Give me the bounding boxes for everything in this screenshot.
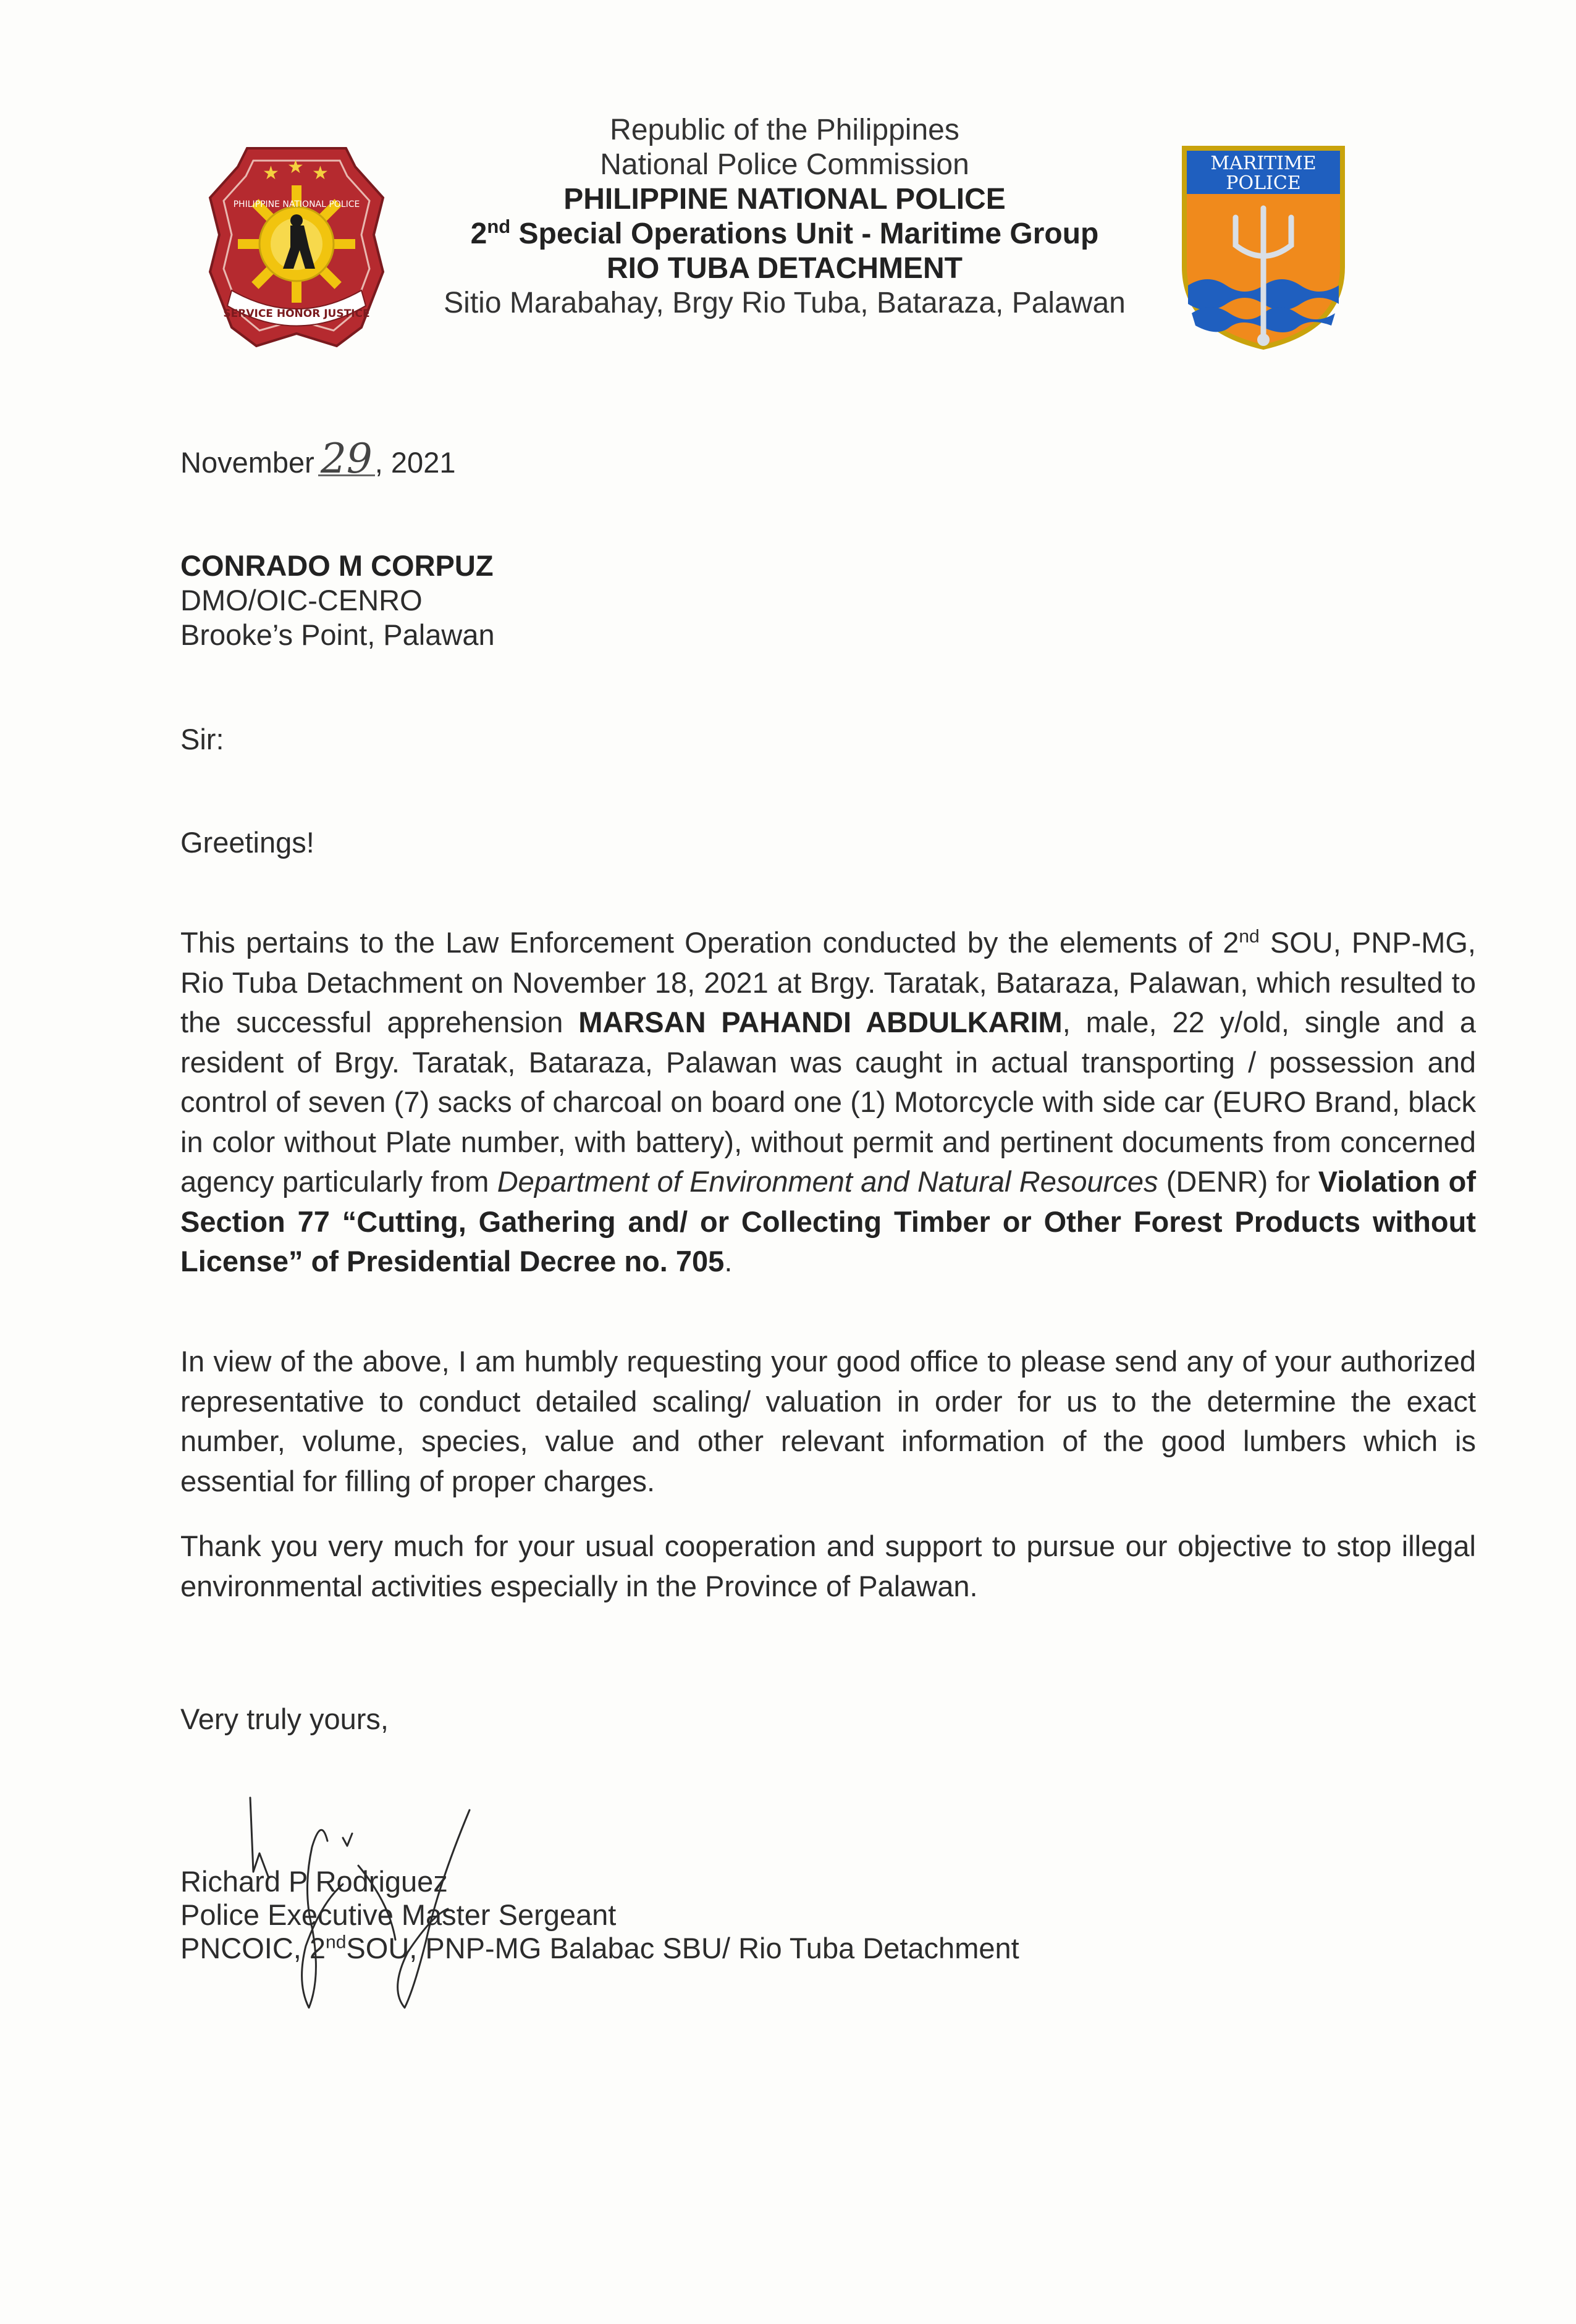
letterhead-address: Sitio Marabahay, Brgy Rio Tuba, Bataraza, Palawan — [444, 287, 1126, 319]
letterhead-napolcom: National Police Commission — [600, 148, 969, 181]
addressee-location: Brooke’s Point, Palawan — [180, 618, 495, 651]
addressee-name: CONRADO M CORPUZ — [180, 549, 494, 582]
addressee-block — [180, 549, 495, 652]
violation-text: Violation of Section 77 “Cutting, Gathering and/ or Collecting Timber or Other Forest Products without License” of Presidential Decree no. 705 — [180, 1165, 1476, 1278]
svg-text:MARITIME: MARITIME — [1210, 153, 1317, 174]
greeting: Greetings! — [180, 826, 314, 859]
letter-date: November 29, 2021 — [180, 435, 456, 482]
signatory-rank: Police Executive Master Sergeant — [180, 1898, 617, 1931]
handwritten-day: 29 — [318, 444, 375, 476]
letterhead-republic: Republic of the Philippines — [610, 114, 959, 146]
salutation: Sir: — [180, 723, 224, 756]
letterhead-detachment: RIO TUBA DETACHMENT — [607, 252, 963, 285]
letterhead-pnp: PHILIPPINE NATIONAL POLICE — [563, 183, 1006, 216]
body-paragraph-3: Thank you very much for your usual cooperation and support to pursue our objective to stop illegal environmental activities especially in the Province of Palawan. — [180, 1530, 1476, 1602]
body-paragraph-1: This pertains to the Law Enforcement Operation conducted by the elements of 2nd SOU, PNP-MG, Rio Tuba Detachment on November 18, 2021 at Brgy. Taratak, Bataraza, Palawan, which resulted to the successful apprehension MARSAN PAHANDI ABDULKARIM, male, 22 y/old, single and a resident of Brgy. Taratak, Bataraza, Palawan was caught in actual transporting / possession and control of seven (7) sacks of charcoal on board one (1) Motorcycle with side car (EURO Brand, black in color without Plate number, with battery), without permit and pertinent documents from concerned agency particularly from Department of Environment and Natural Resources (DENR) for Violation of Section 77 “Cutting, Gathering and/ or Collecting Timber or Other Forest Products without License” of Presidential Decree no. 705. — [180, 926, 1477, 1278]
body-paragraph-2: In view of the above, I am humbly requesting your good office to please send any of your authorized representative to conduct detailed scaling/ valuation in order for us to the determine the exact number, volume, species, value and other relevant information of the good lumbers which is essential for filling of proper charges. — [180, 1345, 1476, 1497]
svg-text:SERVICE HONOR JUSTICE: SERVICE HONOR JUSTICE — [223, 308, 370, 320]
signatory-position: PNCOIC, 2ndSOU, PNP-MG Balabac SBU/ Rio Tuba Detachment — [180, 1932, 1019, 1964]
maritime-police-badge-logo — [1177, 143, 1350, 353]
closing: Very truly yours, — [180, 1703, 389, 1735]
addressee-title: DMO/OIC-CENRO — [180, 584, 423, 617]
letterhead-unit: 2nd Special Operations Unit - Maritime Group — [470, 216, 1099, 250]
signatory-name: Richard P Rodriguez — [180, 1865, 448, 1898]
svg-text:★: ★ — [287, 156, 304, 178]
handwritten-signature — [235, 1779, 494, 2020]
svg-text:PHILIPPINE NATIONAL POLICE: PHILIPPINE NATIONAL POLICE — [233, 200, 360, 209]
svg-text:★: ★ — [263, 162, 279, 184]
svg-text:POLICE: POLICE — [1226, 172, 1301, 194]
agency-name: Department of Environment and Natural Resources — [497, 1165, 1158, 1198]
pnp-seal-logo — [204, 142, 389, 352]
svg-text:★: ★ — [312, 162, 329, 184]
letterhead — [395, 113, 1174, 321]
apprehended-person-name: MARSAN PAHANDI ABDULKARIM — [578, 1006, 1063, 1038]
